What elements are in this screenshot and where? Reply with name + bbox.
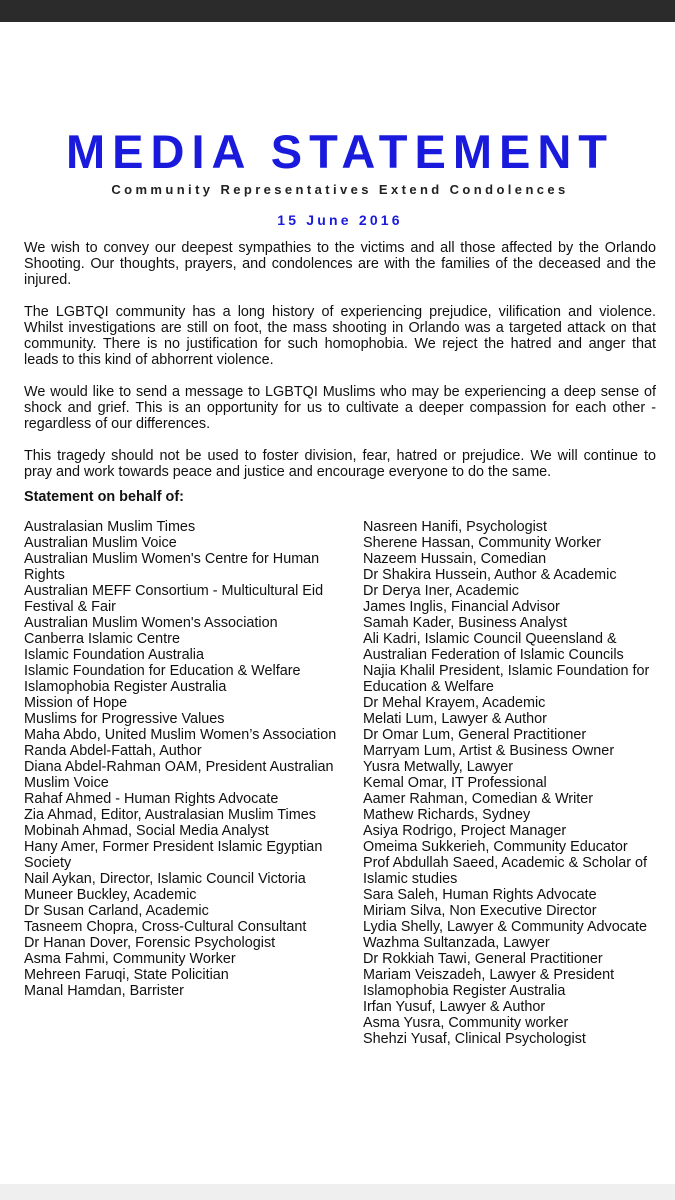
signatory-entry: Hany Amer, Former President Islamic Egyptian Society xyxy=(24,839,323,871)
signatory-entry: Ali Kadri, Islamic Council Queensland & Australian Federation of Islamic Councils xyxy=(363,631,624,663)
signatory-entry: Muslims for Progressive Values xyxy=(24,711,225,727)
signatory-entry: Diana Abdel-Rahman OAM, President Australian Muslim Voice xyxy=(24,759,334,791)
bottom-bar xyxy=(0,1184,675,1200)
signatory-entry: Australasian Muslim Times xyxy=(24,519,196,535)
signatory-entry: Lydia Shelly, Lawyer & Community Advocate xyxy=(363,919,647,935)
signatory-entry: Asiya Rodrigo, Project Manager xyxy=(363,823,567,839)
signatory-entry: Islamic Foundation for Education & Welfare xyxy=(24,663,301,679)
signatory-entry: Dr Mehal Krayem, Academic xyxy=(363,695,546,711)
behalf-heading: Statement on behalf of: xyxy=(24,489,184,505)
paragraph-sympathies: We wish to convey our deepest sympathies to the victims and all those affected by the Orlando Shooting. Our thoughts, prayers, and condolences are with the families of the deceased and the injured. xyxy=(24,240,656,288)
signatory-entry: Australian Muslim Voice xyxy=(24,535,177,551)
signatory-entry: Wazhma Sultanzada, Lawyer xyxy=(363,935,550,951)
signatory-entry: Dr Rokkiah Tawi, General Practitioner xyxy=(363,951,603,967)
paragraph-message: We would like to send a message to LGBTQI Muslims who may be experiencing a deep sense of shock and grief. This is an opportunity for us to cultivate a deeper compassion for each other - regardless of our differences. xyxy=(24,384,656,432)
signatory-entry: Australian Muslim Women's Association xyxy=(24,615,278,631)
signatory-entry: Melati Lum, Lawyer & Author xyxy=(363,711,547,727)
signatory-entry: Muneer Buckley, Academic xyxy=(24,887,197,903)
signatory-entry: Nasreen Hanifi, Psychologist xyxy=(363,519,547,535)
signatory-entry: Yusra Metwally, Lawyer xyxy=(363,759,514,775)
signatory-entry: Australian MEFF Consortium - Multicultural Eid Festival & Fair xyxy=(24,583,324,615)
signatory-entry: Mariam Veiszadeh, Lawyer & President Islamophobia Register Australia xyxy=(363,967,615,999)
signatory-entry: Miriam Silva, Non Executive Director xyxy=(363,903,597,919)
signatories-right-column xyxy=(363,519,663,1047)
signatory-entry: Mission of Hope xyxy=(24,695,128,711)
page-subtitle: Community Representatives Extend Condolences xyxy=(111,182,569,197)
signatory-entry: Islamic Foundation Australia xyxy=(24,647,204,663)
top-status-bar xyxy=(0,0,675,22)
signatory-entry: Dr Hanan Dover, Forensic Psychologist xyxy=(24,935,276,951)
signatory-entry: Asma Fahmi, Community Worker xyxy=(24,951,236,967)
signatory-entry: Dr Omar Lum, General Practitioner xyxy=(363,727,587,743)
signatory-entry: Randa Abdel-Fattah, Author xyxy=(24,743,202,759)
statement-date: 15 June 2016 xyxy=(277,212,403,228)
signatory-entry: Manal Hamdan, Barrister xyxy=(24,983,184,999)
signatory-entry: Maha Abdo, United Muslim Women’s Association xyxy=(24,727,337,743)
signatories-left-column xyxy=(24,519,344,999)
signatory-entry: Asma Yusra, Community worker xyxy=(363,1015,569,1031)
signatory-entry: Najia Khalil President, Islamic Foundation for Education & Welfare xyxy=(363,663,650,695)
signatory-entry: Sara Saleh, Human Rights Advocate xyxy=(363,887,597,903)
signatory-entry: Prof Abdullah Saeed, Academic & Scholar of Islamic studies xyxy=(363,855,647,887)
paragraph-lgbtqi-history: The LGBTQI community has a long history of experiencing prejudice, vilification and violence. Whilst investigations are still on foot, the mass shooting in Orlando was a targeted attack on that community. There is no justification for such homophobia. We reject the hatred and anger that leads to this kind of abhorrent violence. xyxy=(24,304,656,368)
signatories xyxy=(24,519,656,1079)
signatory-entry: Aamer Rahman, Comedian & Writer xyxy=(363,791,594,807)
signatory-entry: Nazeem Hussain, Comedian xyxy=(363,551,547,567)
signatory-entry: Marryam Lum, Artist & Business Owner xyxy=(363,743,615,759)
signatory-entry: Kemal Omar, IT Professional xyxy=(363,775,547,791)
document-page xyxy=(24,22,656,1079)
signatory-entry: Australian Muslim Women's Centre for Human Rights xyxy=(24,551,320,583)
signatory-entry: Zia Ahmad, Editor, Australasian Muslim Times xyxy=(24,807,316,823)
signatory-entry: Irfan Yusuf, Lawyer & Author xyxy=(363,999,546,1015)
signatory-entry: Dr Derya Iner, Academic xyxy=(363,583,519,599)
signatory-entry: Samah Kader, Business Analyst xyxy=(363,615,567,631)
signatory-entry: Dr Susan Carland, Academic xyxy=(24,903,209,919)
signatory-entry: Mobinah Ahmad, Social Media Analyst xyxy=(24,823,269,839)
signatory-entry: Islamophobia Register Australia xyxy=(24,679,227,695)
signatory-entry: Tasneem Chopra, Cross-Cultural Consultant xyxy=(24,919,307,935)
signatory-entry: Canberra Islamic Centre xyxy=(24,631,180,647)
signatory-entry: Shehzi Yusaf, Clinical Psychologist xyxy=(363,1031,586,1047)
signatory-entry: James Inglis, Financial Advisor xyxy=(363,599,560,615)
signatory-entry: Mathew Richards, Sydney xyxy=(363,807,531,823)
signatory-entry: Sherene Hassan, Community Worker xyxy=(363,535,602,551)
page-title: MEDIA STATEMENT xyxy=(66,125,614,178)
signatory-entry: Dr Shakira Hussein, Author & Academic xyxy=(363,567,617,583)
signatory-entry: Mehreen Faruqi, State Policitian xyxy=(24,967,229,983)
paragraph-tragedy: This tragedy should not be used to foster division, fear, hatred or prejudice. We will continue to pray and work towards peace and justice and encourage everyone to do the same. xyxy=(24,448,656,480)
signatory-entry: Omeima Sukkerieh, Community Educator xyxy=(363,839,628,855)
signatory-entry: Nail Aykan, Director, Islamic Council Victoria xyxy=(24,871,306,887)
signatory-entry: Rahaf Ahmed - Human Rights Advocate xyxy=(24,791,279,807)
